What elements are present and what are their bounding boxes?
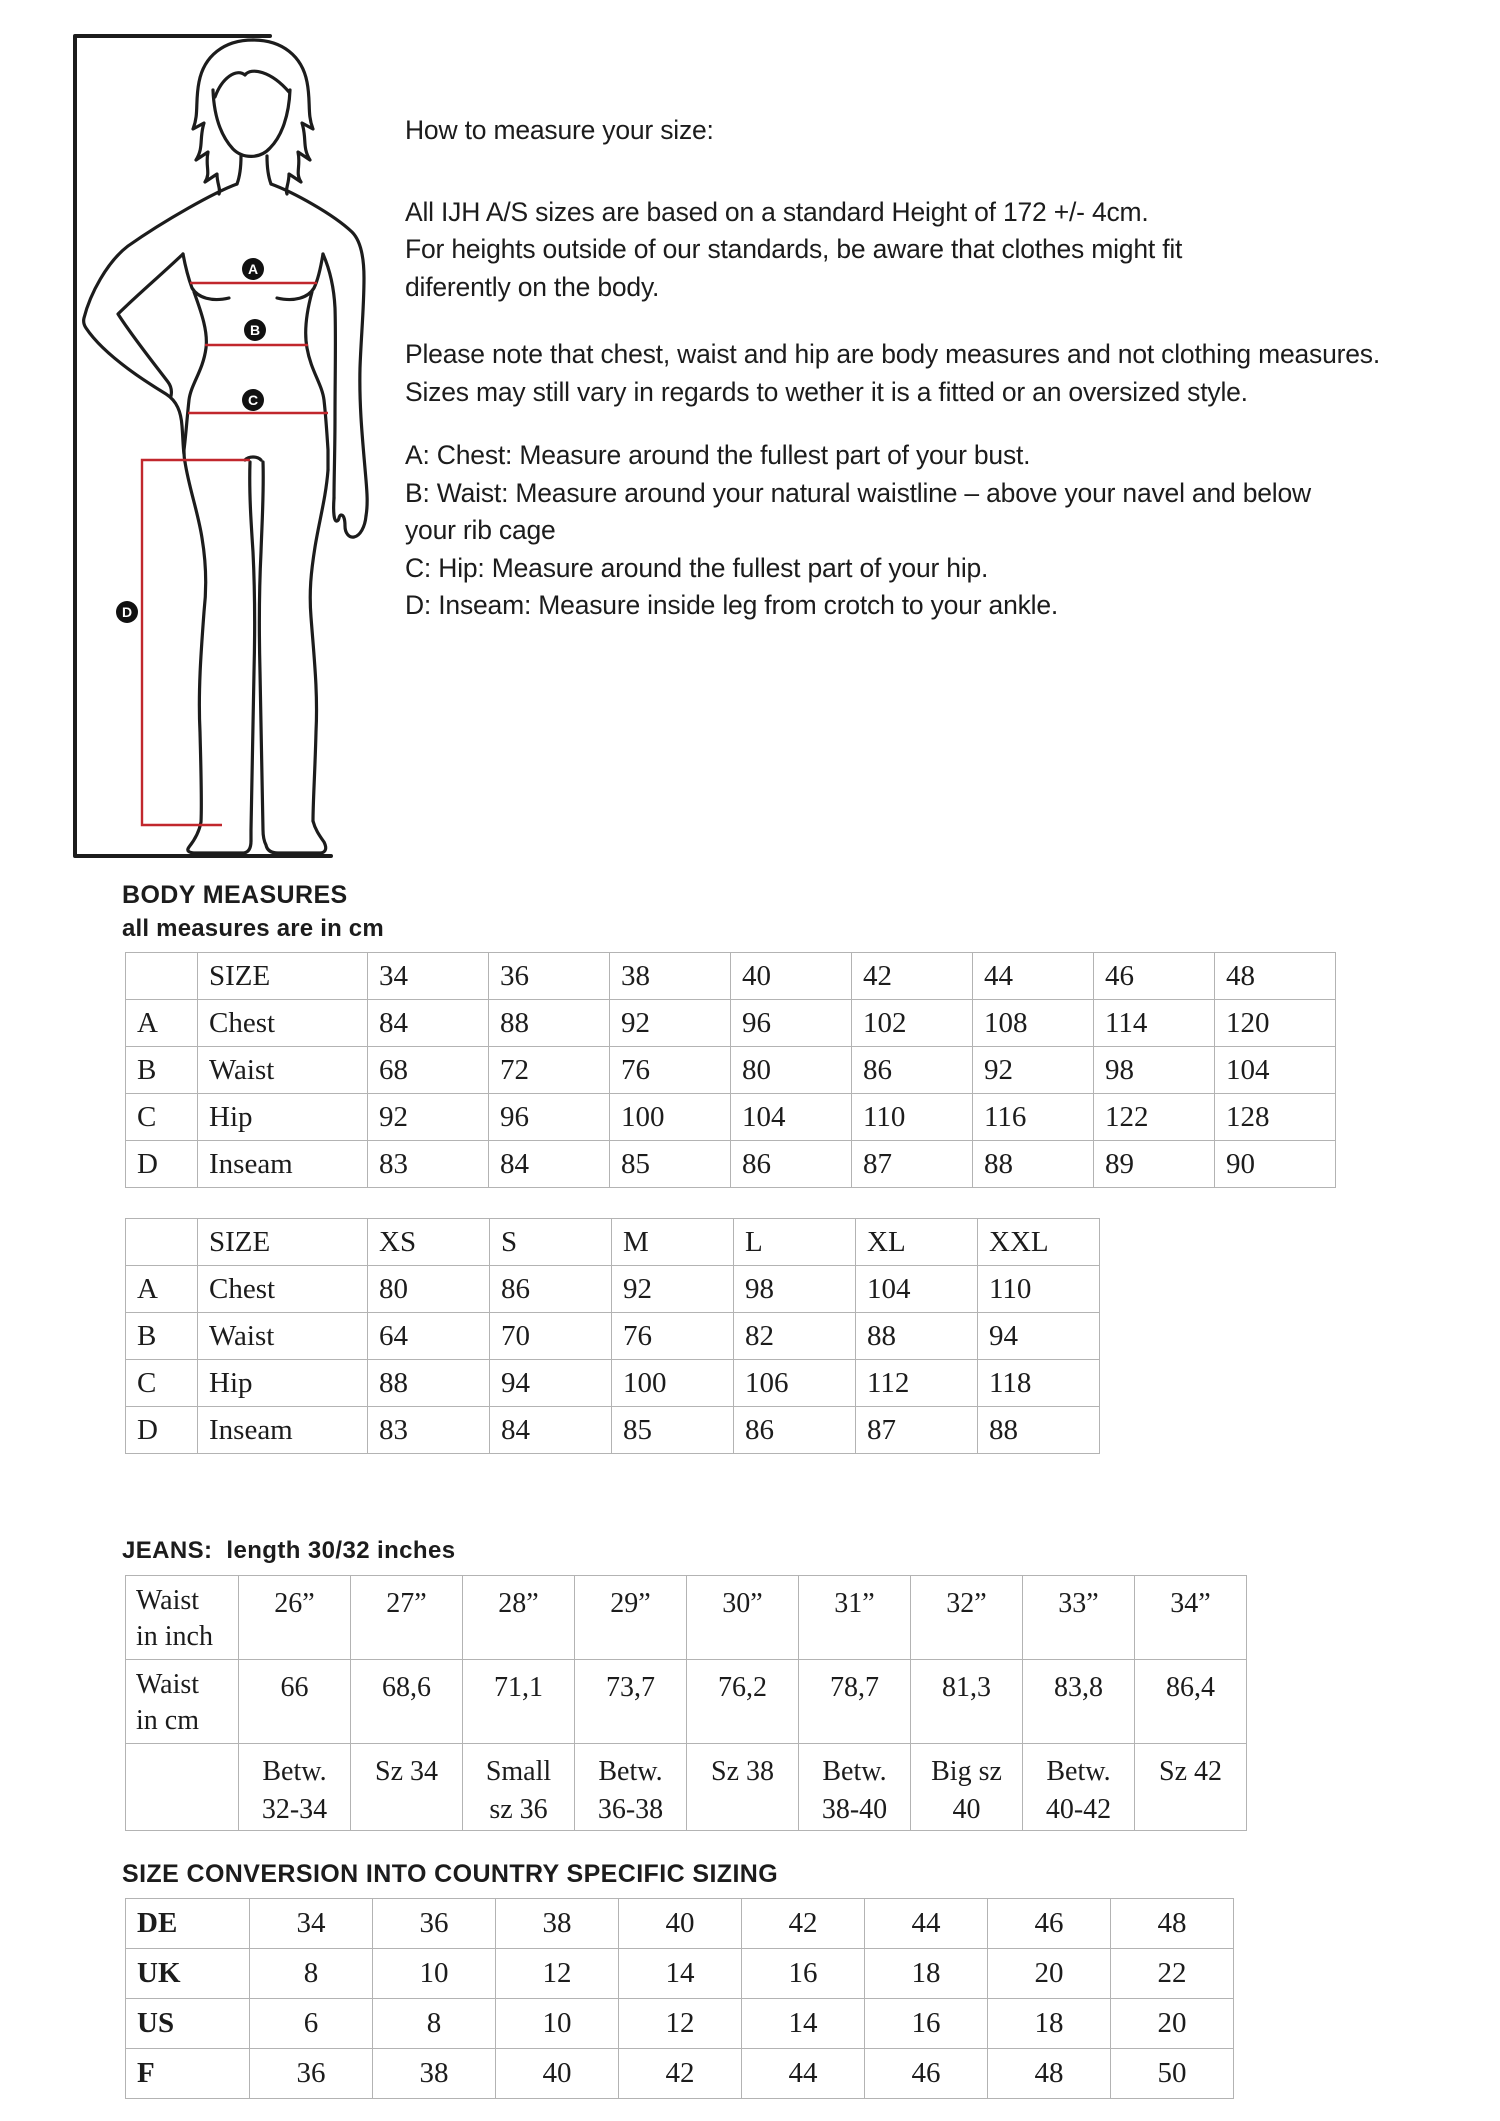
size-column-header: 44: [973, 953, 1094, 1000]
instruction-line: Please note that chest, waist and hip are body measures and not clothing measures.: [405, 339, 1380, 369]
instruction-line: All IJH A/S sizes are based on a standard Height of 172 +/- 4cm.: [405, 196, 1149, 227]
jeans-size-table: [125, 1575, 1247, 1831]
country-label-cell: F: [126, 2049, 250, 2099]
measure-value-cell: 84: [490, 1407, 612, 1454]
measure-row-waist: [126, 1047, 1336, 1094]
measure-badges: [116, 258, 266, 623]
conversion-row-de: [126, 1899, 1234, 1949]
measure-value-cell: 92: [610, 1000, 731, 1047]
conversion-value-cell: 12: [619, 1999, 742, 2049]
instruction-line-inseam: D: Inseam: Measure inside leg from crotch to your ankle.: [405, 590, 1059, 620]
measure-value-cell: 100: [610, 1094, 731, 1141]
measure-letter-cell: A: [126, 1266, 198, 1313]
conversion-value-cell: 20: [1111, 1999, 1234, 2049]
conversion-value-cell: 18: [988, 1999, 1111, 2049]
torso-right-side: [306, 292, 328, 470]
conversion-value-cell: 44: [865, 1899, 988, 1949]
conversion-value-cell: 14: [742, 1999, 865, 2049]
right-arm-outer: [271, 184, 367, 516]
measure-letter-cell: C: [126, 1094, 198, 1141]
size-header-cell: SIZE: [198, 1219, 368, 1266]
jeans-cm-value-cell: 86,4: [1135, 1660, 1247, 1744]
instruction-line-hip: C: Hip: Measure around the fullest part of your hip.: [405, 552, 989, 583]
conversion-value-cell: 8: [373, 1999, 496, 2049]
measure-value-cell: 98: [1094, 1047, 1215, 1094]
instruction-line: Sizes may still vary in regards to wether it is a fitted or an oversized style.: [405, 376, 1248, 407]
eu-size-line: Betw.: [262, 1756, 327, 1787]
jeans-inch-value-cell: 33”: [1023, 1576, 1135, 1660]
jeans-inch-value-cell: 27”: [351, 1576, 463, 1660]
eu-size-line: Sz 38: [711, 1756, 774, 1787]
size-column-header: 40: [731, 953, 852, 1000]
measure-value-cell: 116: [973, 1094, 1094, 1141]
hairline: [215, 71, 289, 97]
measure-value-cell: 128: [1215, 1094, 1336, 1141]
conversion-value-cell: 8: [250, 1949, 373, 1999]
measure-value-cell: 122: [1094, 1094, 1215, 1141]
measure-label-cell: Chest: [198, 1000, 368, 1047]
instructions-title: How to measure your size:: [405, 115, 714, 145]
measure-row-inseam: [126, 1407, 1100, 1454]
measure-value-cell: 84: [368, 1000, 489, 1047]
conversion-value-cell: 44: [742, 2049, 865, 2099]
measure-value-cell: 84: [489, 1141, 610, 1188]
size-column-header: XXL: [978, 1219, 1100, 1266]
instruction-line: diferently on the body.: [405, 271, 660, 302]
jeans-cm-value-cell: 81,3: [911, 1660, 1023, 1744]
eu-size-line: Betw.: [1046, 1756, 1111, 1787]
measure-value-cell: 72: [489, 1047, 610, 1094]
conversion-value-cell: 48: [1111, 1899, 1234, 1949]
size-column-header: XL: [856, 1219, 978, 1266]
measure-value-cell: 94: [978, 1313, 1100, 1360]
measure-value-cell: 85: [610, 1141, 731, 1188]
conversion-value-cell: 22: [1111, 1949, 1234, 1999]
measure-value-cell: 100: [612, 1360, 734, 1407]
jeans-inch-row: [126, 1576, 1247, 1660]
left-bust-curve: [183, 254, 229, 300]
measure-value-cell: 76: [612, 1313, 734, 1360]
measure-value-cell: 82: [734, 1313, 856, 1360]
jeans-eu-size-cell: [687, 1744, 799, 1831]
measure-value-cell: 70: [490, 1313, 612, 1360]
size-column-header: 34: [368, 953, 489, 1000]
body-figure-svg: [50, 30, 380, 860]
jeans-eu-size-cell: [239, 1744, 351, 1831]
measure-value-cell: 87: [856, 1407, 978, 1454]
measure-letter-cell: D: [126, 1141, 198, 1188]
measure-label-cell: Chest: [198, 1266, 368, 1313]
jeans-eu-empty-cell: [126, 1744, 239, 1831]
label-line: in cm: [136, 1705, 199, 1737]
size-header-cell: SIZE: [198, 953, 368, 1000]
jeans-heading: [122, 1537, 455, 1565]
measure-value-cell: 83: [368, 1141, 489, 1188]
country-label-cell: DE: [126, 1899, 250, 1949]
eu-size-line: 38-40: [821, 1793, 888, 1825]
jeans-inch-value-cell: 28”: [463, 1576, 575, 1660]
measure-value-cell: 108: [973, 1000, 1094, 1047]
conversion-value-cell: 42: [742, 1899, 865, 1949]
jeans-cm-label-cell: [126, 1660, 239, 1744]
jeans-eu-size-cell: [799, 1744, 911, 1831]
measure-header-row: [126, 953, 1336, 1000]
hair-right: [253, 40, 313, 194]
measure-value-cell: 104: [731, 1094, 852, 1141]
measure-row-chest: [126, 1000, 1336, 1047]
badge-b-label: B: [249, 322, 261, 338]
right-bust-curve: [277, 254, 323, 300]
size-column-header: 48: [1215, 953, 1336, 1000]
conversion-value-cell: 36: [250, 2049, 373, 2099]
measure-value-cell: 86: [731, 1141, 852, 1188]
body-measures-subtitle: all measures are in cm: [122, 915, 384, 942]
measure-value-cell: 88: [489, 1000, 610, 1047]
conversion-value-cell: 46: [988, 1899, 1111, 1949]
measure-row-chest: [126, 1266, 1100, 1313]
label-line: in inch: [136, 1621, 213, 1653]
size-conversion-table: [125, 1898, 1234, 2099]
measure-letter-cell: C: [126, 1360, 198, 1407]
measure-row-hip: [126, 1094, 1336, 1141]
measure-value-cell: 80: [368, 1266, 490, 1313]
measure-label-cell: Waist: [198, 1313, 368, 1360]
body-measures-heading: [122, 878, 384, 946]
measure-value-cell: 92: [368, 1094, 489, 1141]
measure-value-cell: 76: [610, 1047, 731, 1094]
label-line: Waist: [136, 1585, 200, 1616]
jeans-inch-value-cell: 26”: [239, 1576, 351, 1660]
jeans-eu-size-cell: [1135, 1744, 1247, 1831]
eu-size-line: sz 36: [489, 1793, 548, 1825]
measure-value-cell: 106: [734, 1360, 856, 1407]
left-leg-inner: [250, 462, 255, 841]
measure-value-cell: 96: [489, 1094, 610, 1141]
label-line: Waist: [136, 1669, 200, 1700]
jeans-cm-row: [126, 1660, 1247, 1744]
measure-label-cell: Inseam: [198, 1141, 368, 1188]
conversion-value-cell: 18: [865, 1949, 988, 1999]
jeans-inch-value-cell: 31”: [799, 1576, 911, 1660]
measure-value-cell: 110: [852, 1094, 973, 1141]
eu-size-line: Betw.: [598, 1756, 663, 1787]
conversion-value-cell: 14: [619, 1949, 742, 1999]
eu-size-line: Small: [485, 1756, 552, 1787]
jeans-eu-size-cell: [911, 1744, 1023, 1831]
jeans-eu-size-cell: [463, 1744, 575, 1831]
jeans-inch-value-cell: 30”: [687, 1576, 799, 1660]
conversion-value-cell: 16: [742, 1949, 865, 1999]
jeans-cm-value-cell: 76,2: [687, 1660, 799, 1744]
conversion-value-cell: 10: [496, 1999, 619, 2049]
conversion-value-cell: 38: [373, 2049, 496, 2099]
size-column-header: 36: [489, 953, 610, 1000]
instructions-paragraph-body-measures: [405, 336, 1480, 411]
right-hand: [334, 498, 366, 537]
instruction-line-waist: B: Waist: Measure around your natural waistline – above your navel and below: [405, 477, 1311, 508]
eu-size-line: 40-42: [1045, 1793, 1112, 1825]
body-outline: [84, 40, 368, 853]
corner-cell: [126, 1219, 198, 1266]
conversion-value-cell: 38: [496, 1899, 619, 1949]
eu-size-line: Betw.: [822, 1756, 887, 1787]
conversion-value-cell: 36: [373, 1899, 496, 1949]
measure-value-cell: 90: [1215, 1141, 1336, 1188]
neck-lines: [237, 156, 271, 184]
corner-cell: [126, 953, 198, 1000]
conversion-value-cell: 12: [496, 1949, 619, 1999]
measure-value-cell: 94: [490, 1360, 612, 1407]
measure-value-cell: 83: [368, 1407, 490, 1454]
badge-c-label: C: [247, 392, 259, 408]
size-column-header: M: [612, 1219, 734, 1266]
measure-value-cell: 102: [852, 1000, 973, 1047]
size-column-header: 46: [1094, 953, 1215, 1000]
badge-a-label: A: [247, 261, 259, 277]
jeans-cm-value-cell: 68,6: [351, 1660, 463, 1744]
measure-value-cell: 64: [368, 1313, 490, 1360]
jeans-eu-size-cell: [351, 1744, 463, 1831]
body-figure-illustration: [50, 30, 380, 860]
measure-letter-cell: B: [126, 1047, 198, 1094]
eu-size-line: Big sz: [931, 1756, 1002, 1787]
jeans-eu-row: [126, 1744, 1247, 1831]
instruction-line: For heights outside of our standards, be aware that clothes might fit: [405, 234, 1183, 264]
size-column-header: 42: [852, 953, 973, 1000]
measurement-lines: [142, 283, 328, 825]
jeans-inch-label-cell: [126, 1576, 239, 1660]
measure-value-cell: 92: [973, 1047, 1094, 1094]
measure-value-cell: 88: [978, 1407, 1100, 1454]
body-measures-alpha-table: [125, 1218, 1100, 1454]
instructions-paragraph-points: [405, 437, 1480, 625]
eu-size-line: 32-34: [261, 1793, 328, 1825]
measure-value-cell: 86: [490, 1266, 612, 1313]
measure-instructions: [405, 112, 1480, 625]
eu-size-line: 40: [952, 1793, 981, 1825]
country-label-cell: US: [126, 1999, 250, 2049]
body-measures-title: BODY MEASURES: [122, 881, 348, 909]
eu-size-line: 36-38: [597, 1793, 664, 1825]
size-column-header: L: [734, 1219, 856, 1266]
measure-label-cell: Hip: [198, 1094, 368, 1141]
measure-label-cell: Waist: [198, 1047, 368, 1094]
conversion-value-cell: 46: [865, 2049, 988, 2099]
measure-value-cell: 86: [852, 1047, 973, 1094]
left-leg-outer: [185, 462, 251, 853]
conversion-row-f: [126, 2049, 1234, 2099]
measure-value-cell: 112: [856, 1360, 978, 1407]
conversion-value-cell: 6: [250, 1999, 373, 2049]
measure-value-cell: 80: [731, 1047, 852, 1094]
measure-value-cell: 92: [612, 1266, 734, 1313]
jeans-heading-prefix: JEANS:: [122, 1537, 213, 1564]
size-column-header: XS: [368, 1219, 490, 1266]
measure-row-inseam: [126, 1141, 1336, 1188]
instruction-line-chest: A: Chest: Measure around the fullest part of your bust.: [405, 440, 1031, 470]
measure-header-row: [126, 1219, 1100, 1266]
measure-value-cell: 120: [1215, 1000, 1336, 1047]
jeans-inch-value-cell: 34”: [1135, 1576, 1247, 1660]
hair-left: [193, 40, 253, 194]
conversion-row-us: [126, 1999, 1234, 2049]
jeans-inch-value-cell: 32”: [911, 1576, 1023, 1660]
eu-size-line: Sz 34: [375, 1756, 438, 1787]
jeans-cm-value-cell: 66: [239, 1660, 351, 1744]
measure-label-cell: Hip: [198, 1360, 368, 1407]
conversion-value-cell: 16: [865, 1999, 988, 2049]
jeans-cm-value-cell: 71,1: [463, 1660, 575, 1744]
measure-letter-cell: A: [126, 1000, 198, 1047]
badge-d-label: D: [121, 604, 133, 620]
measure-value-cell: 88: [856, 1313, 978, 1360]
figure-frame: [75, 36, 331, 856]
measure-value-cell: 88: [368, 1360, 490, 1407]
conversion-value-cell: 40: [496, 2049, 619, 2099]
measure-value-cell: 85: [612, 1407, 734, 1454]
measure-value-cell: 88: [973, 1141, 1094, 1188]
torso-left-side: [184, 292, 206, 462]
measure-value-cell: 89: [1094, 1141, 1215, 1188]
conversion-value-cell: 20: [988, 1949, 1111, 1999]
measure-value-cell: 96: [731, 1000, 852, 1047]
measure-value-cell: 118: [978, 1360, 1100, 1407]
size-column-header: S: [490, 1219, 612, 1266]
jeans-inch-value-cell: 29”: [575, 1576, 687, 1660]
eu-size-line: Sz 42: [1159, 1756, 1222, 1787]
jeans-eu-size-cell: [1023, 1744, 1135, 1831]
conversion-value-cell: 50: [1111, 2049, 1234, 2099]
face-outline: [213, 90, 290, 156]
measure-value-cell: 104: [1215, 1047, 1336, 1094]
size-column-header: 38: [610, 953, 731, 1000]
measure-value-cell: 110: [978, 1266, 1100, 1313]
measure-value-cell: 87: [852, 1141, 973, 1188]
measure-value-cell: 104: [856, 1266, 978, 1313]
body-measures-numeric-table: [125, 952, 1336, 1188]
instructions-paragraph-height: [405, 194, 1480, 307]
jeans-heading-text: length 30/32 inches: [226, 1537, 456, 1564]
conversion-row-uk: [126, 1949, 1234, 1999]
jeans-cm-value-cell: 78,7: [799, 1660, 911, 1744]
conversion-value-cell: 42: [619, 2049, 742, 2099]
measure-value-cell: 86: [734, 1407, 856, 1454]
left-arm-inner: [118, 254, 183, 396]
conversion-value-cell: 48: [988, 2049, 1111, 2099]
conversion-value-cell: 10: [373, 1949, 496, 1999]
measure-letter-cell: B: [126, 1313, 198, 1360]
measure-value-cell: 114: [1094, 1000, 1215, 1047]
measure-row-hip: [126, 1360, 1100, 1407]
measure-row-waist: [126, 1313, 1100, 1360]
measure-letter-cell: D: [126, 1407, 198, 1454]
jeans-cm-value-cell: 73,7: [575, 1660, 687, 1744]
conversion-value-cell: 40: [619, 1899, 742, 1949]
conversion-heading: SIZE CONVERSION INTO COUNTRY SPECIFIC SIZING: [122, 1860, 779, 1888]
measure-value-cell: 98: [734, 1266, 856, 1313]
jeans-eu-size-cell: [575, 1744, 687, 1831]
country-label-cell: UK: [126, 1949, 250, 1999]
conversion-value-cell: 34: [250, 1899, 373, 1949]
instruction-line-waist-wrap: your rib cage: [405, 515, 556, 545]
measure-label-cell: Inseam: [198, 1407, 368, 1454]
right-leg-outer: [310, 470, 328, 821]
jeans-cm-value-cell: 83,8: [1023, 1660, 1135, 1744]
measure-value-cell: 68: [368, 1047, 489, 1094]
